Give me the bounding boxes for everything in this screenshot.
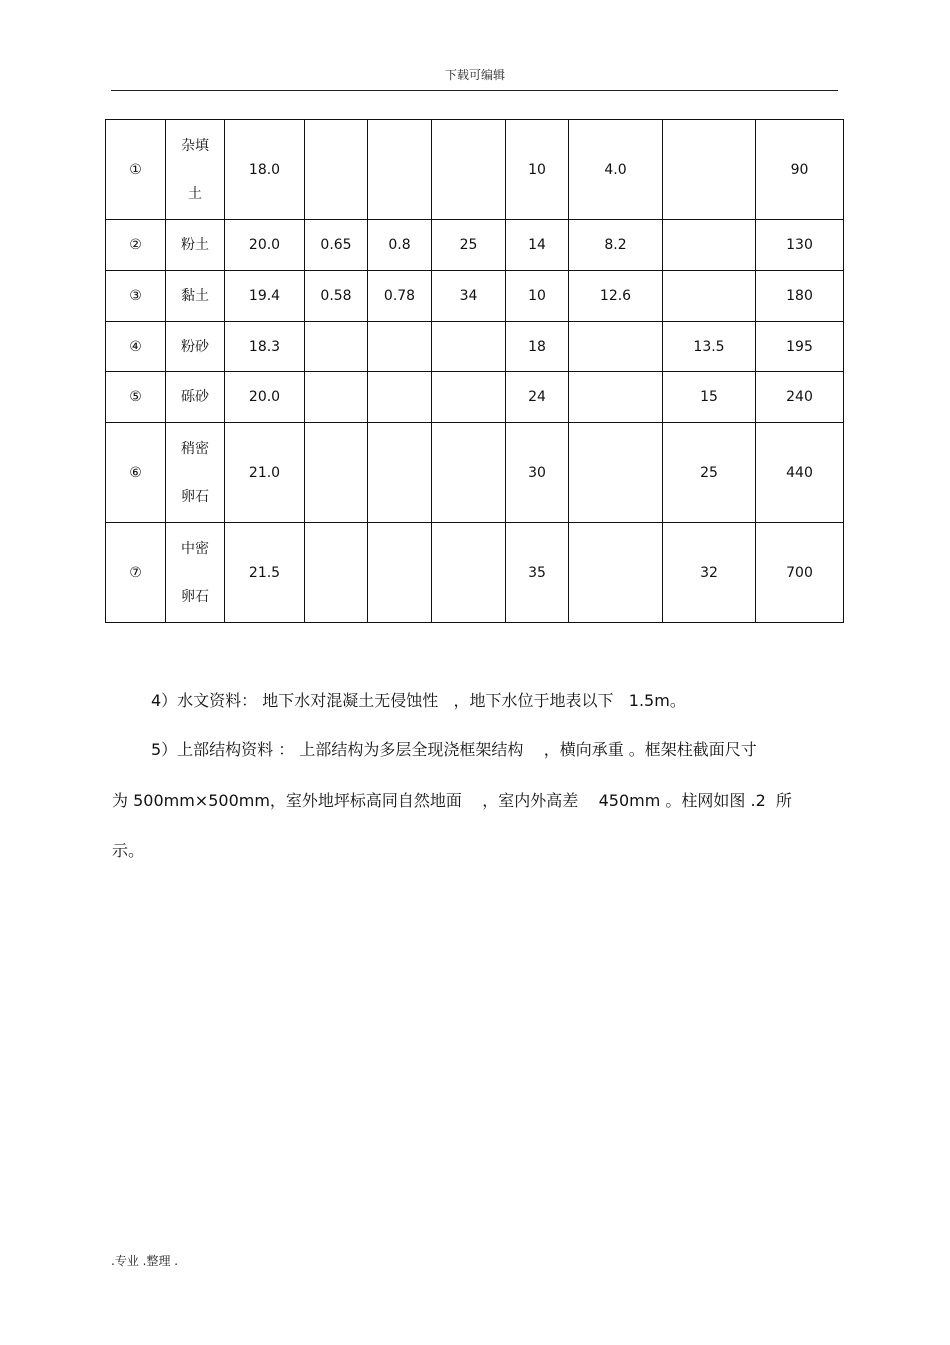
table-cell: [305, 523, 368, 623]
table-cell-soil-name: [166, 220, 225, 271]
table-cell: 35: [506, 523, 569, 623]
table-cell: [305, 372, 368, 423]
table-cell: 0.78: [368, 271, 432, 322]
table-cell: 24: [506, 372, 569, 423]
soil-name-line: 稍密: [181, 440, 209, 457]
table-cell: 0.58: [305, 271, 368, 322]
table-cell: 240: [756, 372, 844, 423]
table-cell: 15: [663, 372, 756, 423]
table-cell: [432, 523, 506, 623]
soil-parameters-table: [105, 119, 844, 623]
table-cell: 12.6: [569, 271, 663, 322]
table-row: [106, 423, 844, 523]
table-cell: [569, 372, 663, 423]
table-row: [106, 220, 844, 271]
table-cell: 25: [432, 220, 506, 271]
table-cell-soil-name: [166, 423, 225, 523]
table-cell: 10: [506, 271, 569, 322]
table-cell-layer-number: ②: [106, 220, 166, 271]
table-cell: 34: [432, 271, 506, 322]
table-cell: [368, 120, 432, 220]
table-cell: 20.0: [225, 220, 305, 271]
table-row: [106, 322, 844, 372]
table-cell: 19.4: [225, 271, 305, 322]
soil-name-line: 砾砂: [181, 389, 209, 405]
table-cell: 18.0: [225, 120, 305, 220]
table-cell-layer-number: ④: [106, 322, 166, 372]
soil-name-line: 卵石: [181, 488, 209, 505]
paragraph-structure-line-2: 为 500mm×500mm，室外地坪标高同自然地面 ，室内外高差 450mm 。柱网如图 .2 所: [112, 791, 792, 810]
table-cell-layer-number: ③: [106, 271, 166, 322]
table-cell: 0.65: [305, 220, 368, 271]
table-cell-soil-name: [166, 372, 225, 423]
table-cell: 20.0: [225, 372, 305, 423]
table-cell: 32: [663, 523, 756, 623]
table-cell: 8.2: [569, 220, 663, 271]
table-cell: [663, 220, 756, 271]
table-cell-soil-name: [166, 322, 225, 372]
table-cell: 25: [663, 423, 756, 523]
table-cell: 700: [756, 523, 844, 623]
table-cell: [432, 120, 506, 220]
table-cell: 30: [506, 423, 569, 523]
table-cell: [368, 523, 432, 623]
table-cell: 130: [756, 220, 844, 271]
table-cell: [663, 271, 756, 322]
page-footer: .专业 .整理 .: [111, 1254, 179, 1268]
paragraph-structure-line-1: 5）上部结构资料 ： 上部结构为多层全现浇框架结构 ，横向承重 。框架柱截面尺寸: [151, 740, 757, 759]
table-cell: [569, 423, 663, 523]
paragraph-hydrology: 4）水文资料： 地下水对混凝土无侵蚀性 ，地下水位于地表以下 1.5m。: [151, 691, 686, 710]
soil-name-line: 粉土: [181, 237, 209, 253]
table-cell: 21.5: [225, 523, 305, 623]
table-cell-soil-name: [166, 120, 225, 220]
table-cell: [368, 372, 432, 423]
paragraph-structure-line-3: 示。: [112, 841, 145, 860]
table-cell: [432, 423, 506, 523]
table-row: [106, 523, 844, 623]
table-cell: 18.3: [225, 322, 305, 372]
header-rule: [111, 90, 838, 91]
table-cell-layer-number: ⑤: [106, 372, 166, 423]
table-cell: 0.8: [368, 220, 432, 271]
table-cell: 14: [506, 220, 569, 271]
table-cell-soil-name: [166, 523, 225, 623]
soil-name-line: 卵石: [181, 588, 209, 605]
table-cell: 13.5: [663, 322, 756, 372]
table-cell: 440: [756, 423, 844, 523]
soil-name-line: 杂填: [181, 137, 209, 154]
table-cell: [305, 423, 368, 523]
table-cell: [569, 322, 663, 372]
table-cell-layer-number: ①: [106, 120, 166, 220]
table-cell: 90: [756, 120, 844, 220]
table-cell-layer-number: ⑥: [106, 423, 166, 523]
table-cell: [305, 322, 368, 372]
soil-name-line: 粉砂: [181, 338, 209, 355]
table-row: [106, 271, 844, 322]
table-cell: 18: [506, 322, 569, 372]
table-cell: [432, 322, 506, 372]
soil-name-line: 黏土: [181, 288, 209, 304]
table-cell: [432, 372, 506, 423]
table-cell: 10: [506, 120, 569, 220]
soil-name-line: 土: [188, 185, 202, 202]
table-cell: 4.0: [569, 120, 663, 220]
table-cell: 21.0: [225, 423, 305, 523]
soil-name-line: 中密: [181, 540, 209, 557]
table-cell: 195: [756, 322, 844, 372]
table-cell-soil-name: [166, 271, 225, 322]
page-header: 下载可编辑: [444, 68, 505, 82]
table-row: [106, 120, 844, 220]
table-cell: [368, 322, 432, 372]
table-cell: [569, 523, 663, 623]
table-row: [106, 372, 844, 423]
table-cell: 180: [756, 271, 844, 322]
table-cell-layer-number: ⑦: [106, 523, 166, 623]
table-cell: [663, 120, 756, 220]
table-cell: [305, 120, 368, 220]
table-cell: [368, 423, 432, 523]
